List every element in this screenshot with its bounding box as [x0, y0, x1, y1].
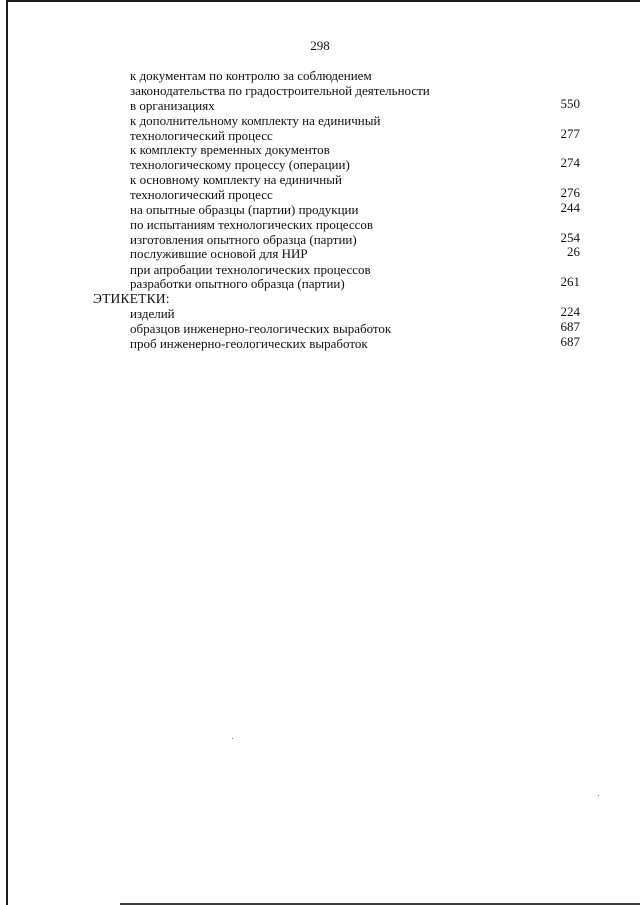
index-entry-line: проб инженерно-геологических выработок [130, 336, 368, 351]
scan-edge-top [6, 0, 640, 2]
scan-edge-left [6, 0, 8, 905]
index-entry-line: изделий [130, 306, 175, 321]
page-reference: 277 [560, 126, 580, 141]
page-number: 298 [310, 38, 330, 53]
page-reference: 276 [560, 185, 580, 200]
index-entry-line: образцов инженерно-геологических выработок [130, 321, 392, 336]
index-entry-line: к комплекту временных документов [130, 142, 330, 157]
index-entry-line: по испытаниям технологических процессов [130, 217, 374, 232]
page-reference: 244 [560, 200, 580, 215]
page-reference: 687 [560, 334, 580, 349]
index-entry-line: технологический процесс [130, 187, 273, 202]
index-entry-line: изготовления опытного образца (партии) [130, 232, 357, 247]
index-entry-line: разработки опытного образца (партии) [130, 276, 345, 291]
index-entry-line: к основному комплекту на единичный [130, 172, 342, 187]
index-entry-line: в организациях [130, 98, 215, 113]
scan-speck [598, 795, 599, 796]
index-entry-line: послужившие основой для НИР [130, 246, 308, 261]
section-heading: ЭТИКЕТКИ: [93, 291, 170, 306]
page-reference: 26 [567, 244, 580, 259]
scan-speck [232, 738, 233, 739]
page-reference: 687 [560, 319, 580, 334]
index-entry-line: к документам по контролю за соблюдением [130, 68, 372, 83]
page-reference: 224 [560, 304, 580, 319]
index-entry-line: законодательства по градостроительной деятельности [130, 83, 430, 98]
index-entry-line: технологический процесс [130, 128, 273, 143]
page-reference: 274 [560, 155, 580, 170]
page-reference: 261 [560, 274, 580, 289]
index-entry-line: при апробации технологических процессов [130, 262, 371, 277]
page-reference: 550 [560, 96, 580, 111]
index-entry-line: на опытные образцы (партии) продукции [130, 202, 359, 217]
page-reference: 254 [560, 230, 580, 245]
index-entry-line: к дополнительному комплекту на единичный [130, 113, 381, 128]
index-entry-line: технологическому процессу (операции) [130, 157, 350, 172]
